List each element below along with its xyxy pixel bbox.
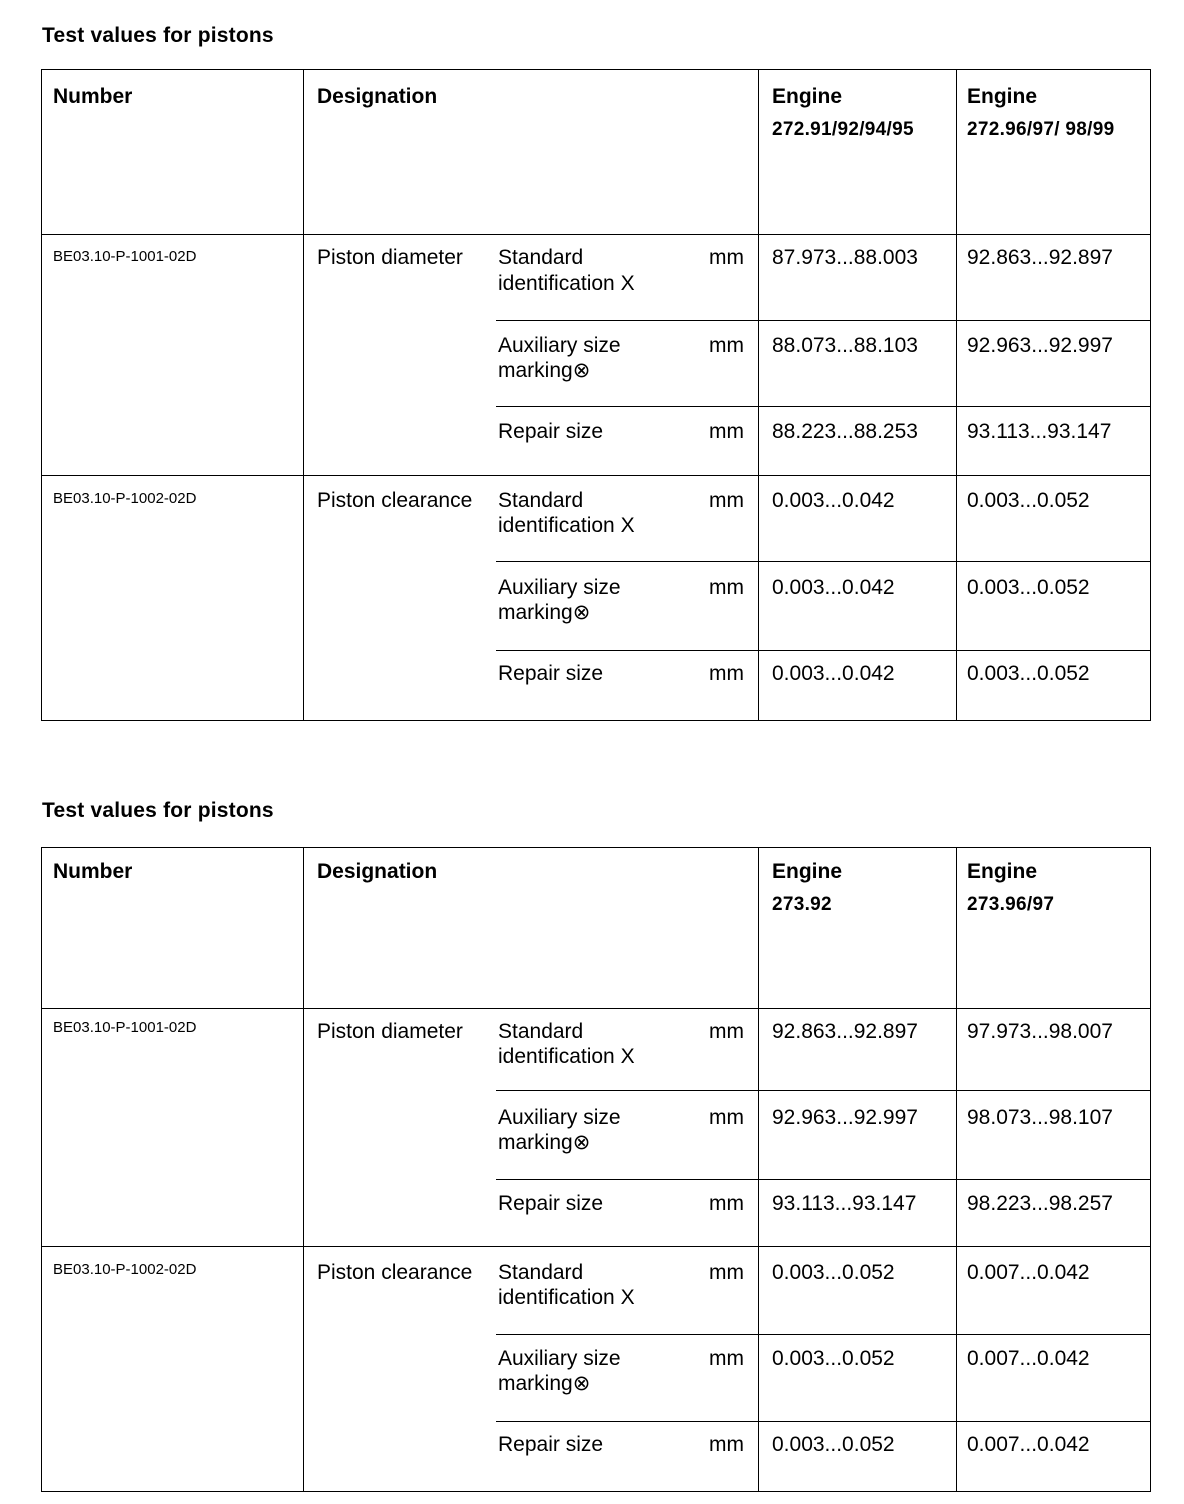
sub-designation: Repair size bbox=[498, 1192, 604, 1215]
subrow-divider bbox=[496, 561, 1150, 562]
sub-designation-line2: identification X bbox=[498, 1286, 635, 1309]
header-number: Number bbox=[53, 860, 133, 883]
test-number: BE03.10-P-1002-02D bbox=[53, 1261, 197, 1278]
test-number: BE03.10-P-1001-02D bbox=[53, 248, 197, 265]
value-engine-1: 92.863...92.897 bbox=[772, 1020, 918, 1043]
subrow-divider bbox=[496, 320, 1150, 321]
row-divider bbox=[42, 234, 1150, 235]
sub-designation-line2: identification X bbox=[498, 272, 635, 295]
value-engine-1: 0.003...0.052 bbox=[772, 1261, 895, 1284]
sub-designation: Standard bbox=[498, 1020, 584, 1043]
value-engine-1: 0.003...0.042 bbox=[772, 662, 895, 685]
unit: mm bbox=[709, 1020, 744, 1043]
sub-designation: Standard bbox=[498, 1261, 584, 1284]
sub-designation: Repair size bbox=[498, 1433, 604, 1456]
row-divider bbox=[42, 1246, 1150, 1247]
unit: mm bbox=[709, 489, 744, 512]
sub-designation-line2: marking⊗ bbox=[498, 359, 591, 382]
subrow-divider bbox=[496, 650, 1150, 651]
header-engine-1-models: 273.92 bbox=[772, 894, 832, 915]
column-divider bbox=[956, 848, 957, 1491]
header-designation: Designation bbox=[317, 85, 438, 108]
value-engine-2: 0.007...0.042 bbox=[967, 1433, 1090, 1456]
row-divider bbox=[42, 1008, 1150, 1009]
unit: mm bbox=[709, 1192, 744, 1215]
header-engine-2: Engine bbox=[967, 85, 1038, 108]
unit: mm bbox=[709, 1433, 744, 1456]
unit: mm bbox=[709, 1106, 744, 1129]
unit: mm bbox=[709, 246, 744, 269]
value-engine-2: 0.003...0.052 bbox=[967, 576, 1090, 599]
value-engine-2: 0.007...0.042 bbox=[967, 1347, 1090, 1370]
value-engine-1: 93.113...93.147 bbox=[772, 1192, 917, 1215]
sub-designation: Standard bbox=[498, 246, 584, 269]
value-engine-2: 0.007...0.042 bbox=[967, 1261, 1090, 1284]
sub-designation: Auxiliary size bbox=[498, 334, 621, 357]
header-designation: Designation bbox=[317, 860, 438, 883]
piston-test-table bbox=[41, 847, 1151, 1492]
value-engine-2: 97.973...98.007 bbox=[967, 1020, 1113, 1043]
subrow-divider bbox=[496, 1179, 1150, 1180]
value-engine-1: 92.963...92.997 bbox=[772, 1106, 918, 1129]
sub-designation: Repair size bbox=[498, 662, 604, 685]
sub-designation: Auxiliary size bbox=[498, 576, 621, 599]
column-divider bbox=[303, 70, 304, 720]
value-engine-1: 0.003...0.042 bbox=[772, 489, 895, 512]
designation-name: Piston diameter bbox=[317, 1020, 463, 1043]
test-number: BE03.10-P-1001-02D bbox=[53, 1019, 197, 1036]
section-title: Test values for pistons bbox=[42, 799, 274, 822]
header-engine-2-models: 272.96/97/ 98/99 bbox=[967, 119, 1115, 140]
unit: mm bbox=[709, 576, 744, 599]
designation-name: Piston clearance bbox=[317, 1261, 473, 1284]
value-engine-2: 0.003...0.052 bbox=[967, 662, 1090, 685]
value-engine-1: 88.223...88.253 bbox=[772, 420, 918, 443]
value-engine-1: 0.003...0.052 bbox=[772, 1347, 895, 1370]
sub-designation-line2: marking⊗ bbox=[498, 1372, 591, 1395]
sub-designation-line2: marking⊗ bbox=[498, 1131, 591, 1154]
column-divider bbox=[303, 848, 304, 1491]
subrow-divider bbox=[496, 1421, 1150, 1422]
section-title: Test values for pistons bbox=[42, 24, 274, 47]
value-engine-2: 93.113...93.147 bbox=[967, 420, 1112, 443]
value-engine-2: 92.963...92.997 bbox=[967, 334, 1113, 357]
unit: mm bbox=[709, 334, 744, 357]
header-engine-2: Engine bbox=[967, 860, 1038, 883]
value-engine-1: 88.073...88.103 bbox=[772, 334, 918, 357]
column-divider bbox=[758, 848, 759, 1491]
designation-name: Piston diameter bbox=[317, 246, 463, 269]
subrow-divider bbox=[496, 406, 1150, 407]
subrow-divider bbox=[496, 1090, 1150, 1091]
sub-designation-line2: marking⊗ bbox=[498, 601, 591, 624]
value-engine-2: 98.223...98.257 bbox=[967, 1192, 1113, 1215]
subrow-divider bbox=[496, 1334, 1150, 1335]
sub-designation: Repair size bbox=[498, 420, 604, 443]
piston-test-table bbox=[41, 69, 1151, 721]
header-number: Number bbox=[53, 85, 133, 108]
unit: mm bbox=[709, 1347, 744, 1370]
unit: mm bbox=[709, 662, 744, 685]
value-engine-1: 0.003...0.042 bbox=[772, 576, 895, 599]
sub-designation: Auxiliary size bbox=[498, 1347, 621, 1370]
sub-designation: Auxiliary size bbox=[498, 1106, 621, 1129]
column-divider bbox=[758, 70, 759, 720]
column-divider bbox=[956, 70, 957, 720]
header-engine-1-models: 272.91/92/94/95 bbox=[772, 119, 914, 140]
unit: mm bbox=[709, 1261, 744, 1284]
value-engine-1: 0.003...0.052 bbox=[772, 1433, 895, 1456]
header-engine-1: Engine bbox=[772, 85, 843, 108]
header-engine-2-models: 273.96/97 bbox=[967, 894, 1055, 915]
designation-name: Piston clearance bbox=[317, 489, 473, 512]
sub-designation: Standard bbox=[498, 489, 584, 512]
value-engine-2: 98.073...98.107 bbox=[967, 1106, 1113, 1129]
value-engine-2: 0.003...0.052 bbox=[967, 489, 1090, 512]
header-engine-1: Engine bbox=[772, 860, 843, 883]
row-divider bbox=[42, 475, 1150, 476]
test-number: BE03.10-P-1002-02D bbox=[53, 490, 197, 507]
value-engine-1: 87.973...88.003 bbox=[772, 246, 918, 269]
sub-designation-line2: identification X bbox=[498, 514, 635, 537]
sub-designation-line2: identification X bbox=[498, 1045, 635, 1068]
value-engine-2: 92.863...92.897 bbox=[967, 246, 1113, 269]
unit: mm bbox=[709, 420, 744, 443]
